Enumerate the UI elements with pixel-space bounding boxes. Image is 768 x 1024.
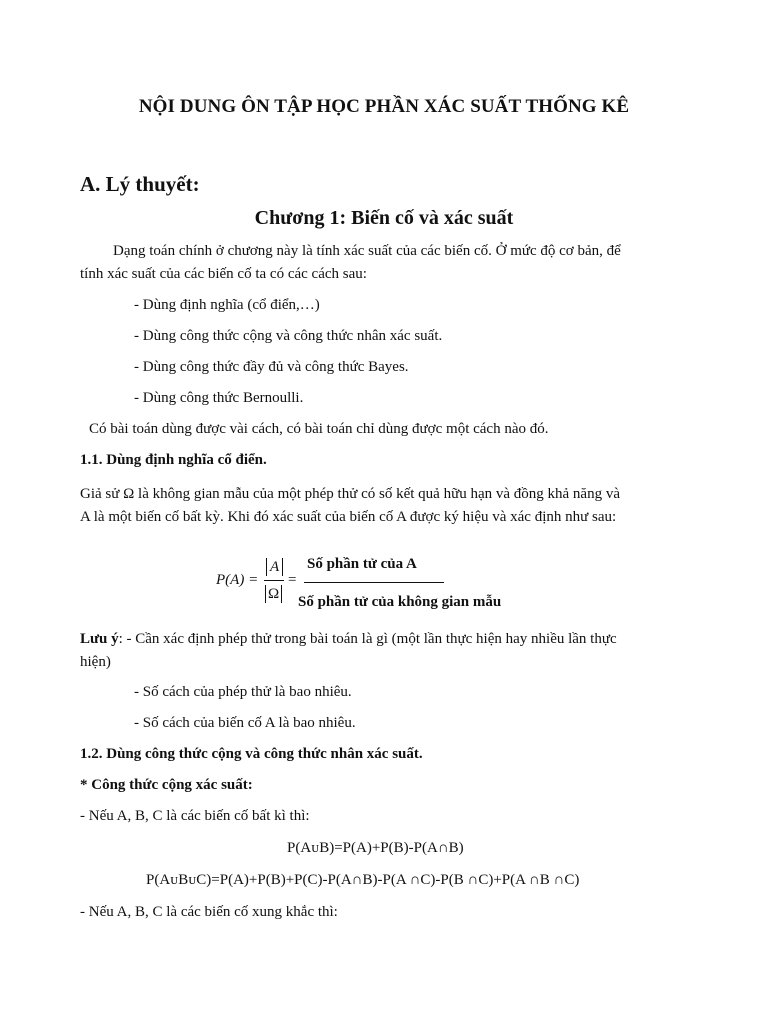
formula-abs-denominator: Ω [265,585,282,603]
formula-numerator-text: Số phần tử của A [307,556,417,572]
note-item-2: - Số cách của biến cố A là bao nhiêu. [134,715,356,731]
section-1-1-heading: 1.1. Dùng định nghĩa cổ điển. [80,452,267,468]
method-item-4: - Dùng công thức Bernoulli. [134,390,304,406]
formula-denominator-text: Số phần tử của không gian mẫu [298,594,502,610]
formula-abs-numerator: A [266,558,283,576]
formula-union-three: P(AᴜBᴜC)=P(A)+P(B)+P(C)-P(A∩B)-P(A ∩C)-P(B ∩C)+P(A ∩B ∩C) [146,872,580,888]
document-title: NỘI DUNG ÔN TẬP HỌC PHẦN XÁC SUẤT THỐNG KÊ [138,96,630,117]
formula-lhs: P(A) = [216,572,259,588]
intro-line-1: Dạng toán chính ở chương này là tính xác suất của các biến cố. Ở mức độ cơ bản, để [113,243,621,259]
note-line-2: hiện) [80,654,111,670]
exclusive-events-line: - Nếu A, B, C là các biến cố xung khắc thì: [80,904,338,920]
formula-equals: = [288,572,297,588]
note-label: Lưu ý [80,631,119,647]
formula-abs-fraction-bar [264,580,284,581]
any-events-line: - Nếu A, B, C là các biến cố bất kì thì: [80,808,310,824]
formula-union-two: P(AᴜB)=P(A)+P(B)-P(A∩B) [287,840,464,856]
definition-line-1: Giả sử Ω là không gian mẫu của một phép thử có số kết quả hữu hạn và đồng khả năng và [80,486,620,502]
chapter-title: Chương 1: Biến cố và xác suất [254,207,514,229]
method-item-3: - Dùng công thức đầy đủ và công thức Bayes. [134,359,409,375]
note-line-1 [80,631,617,648]
methods-note: Có bài toán dùng được vài cách, có bài toán chỉ dùng được một cách nào đó. [89,421,549,437]
method-item-1: - Dùng định nghĩa (cổ điển,…) [134,297,320,313]
definition-line-2: A là một biến cố bất kỳ. Khi đó xác suất của biến cố A được ký hiệu và xác định như sau: [80,509,617,525]
section-1-2-heading: 1.2. Dùng công thức cộng và công thức nhân xác suất. [80,746,423,762]
note-item-1: - Số cách của phép thử là bao nhiêu. [134,684,352,700]
method-item-2: - Dùng công thức cộng và công thức nhân xác suất. [134,328,443,344]
note-text-1: : - Cần xác định phép thử trong bài toán là gì (một lần thực hiện hay nhiều lần thực [118,631,617,647]
formula-fraction-bar [304,582,444,583]
section-a-heading: A. Lý thuyết: [80,172,200,196]
addition-rule-heading: * Công thức cộng xác suất: [80,777,253,793]
intro-line-2: tính xác suất của các biến cố ta có các cách sau: [80,266,367,282]
